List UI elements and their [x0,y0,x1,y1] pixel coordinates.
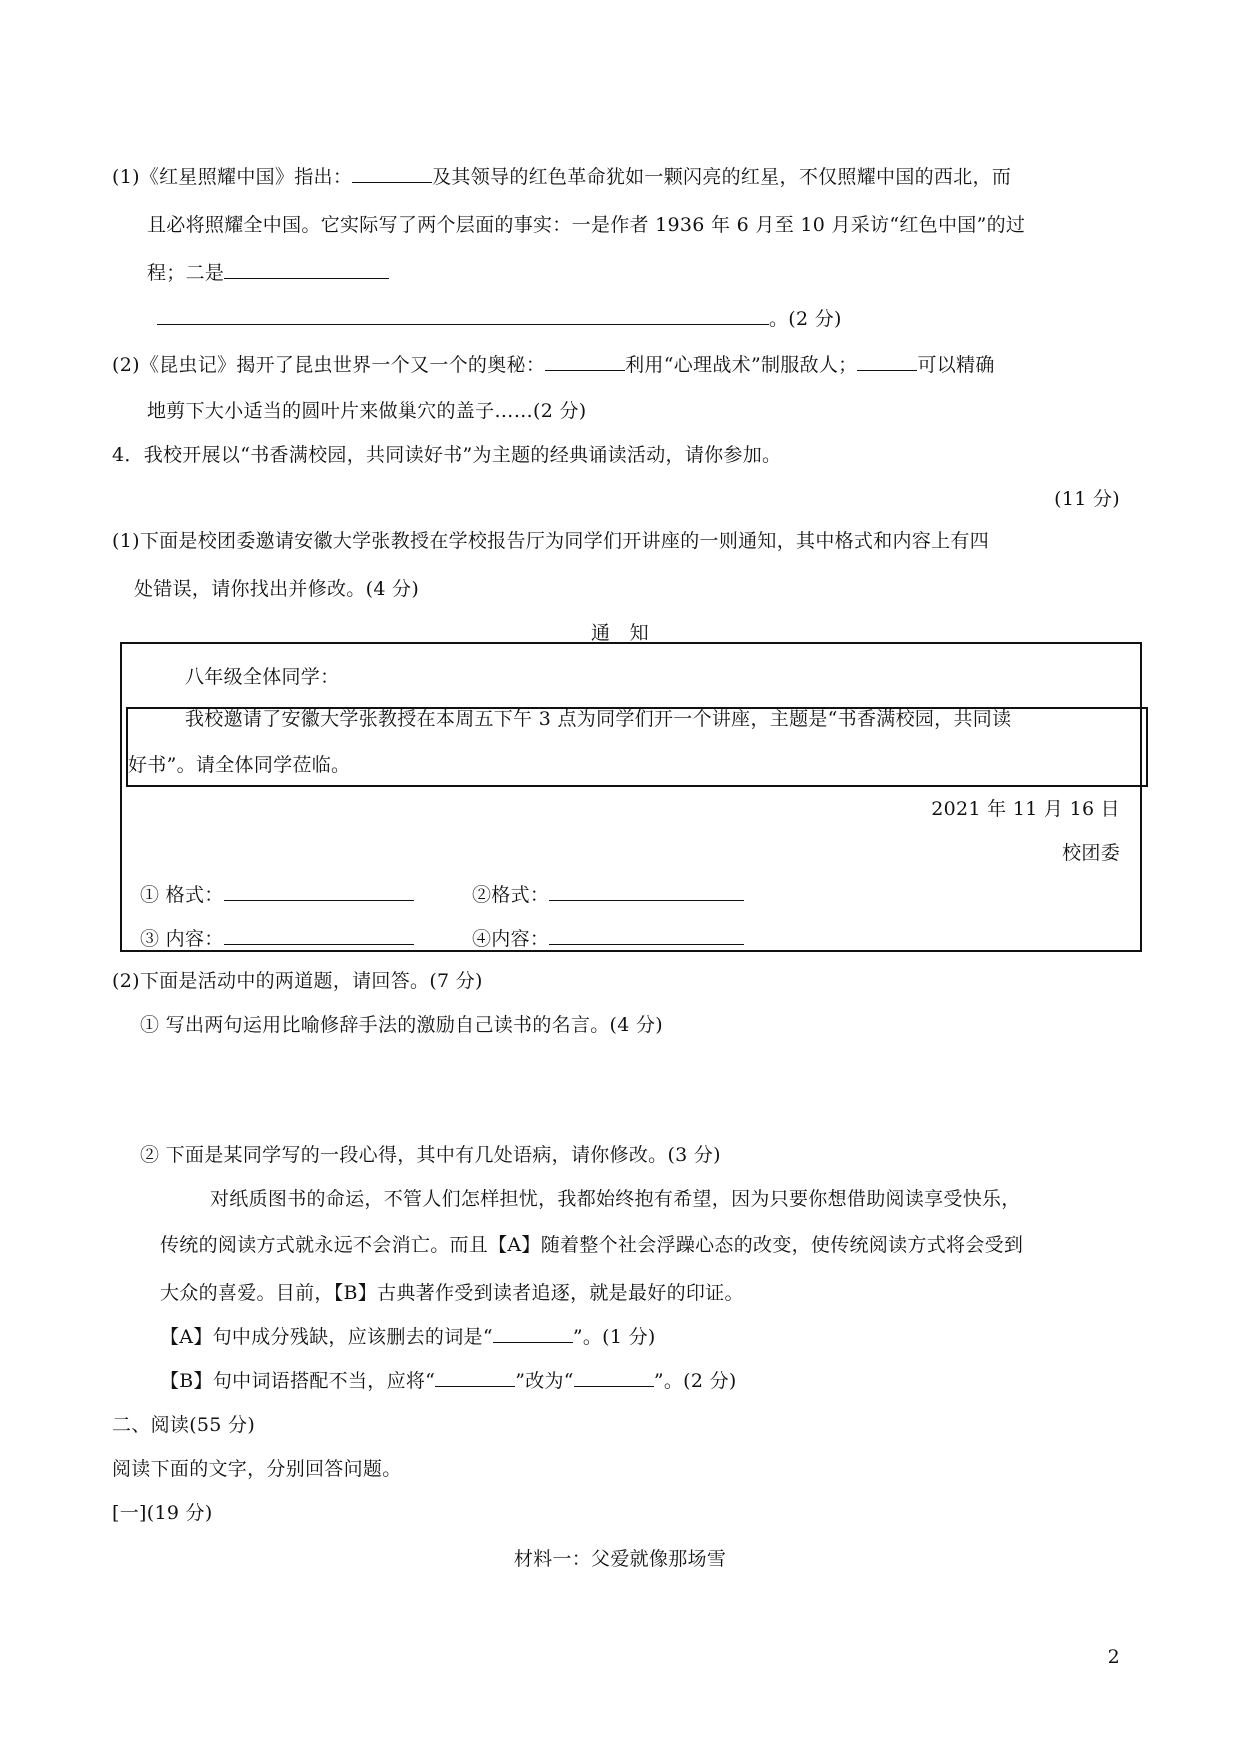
answer-blank[interactable] [549,926,744,945]
q3-1-line2: 且必将照耀全中国。它实际写了两个层面的事实：一是作者 1936 年 6 月至 10 月采访“红色中国”的过 [147,214,1026,236]
q4-score: (11 分) [1054,488,1120,510]
q4-p1-line2: 处错误，请你找出并修改。(4 分) [134,578,420,600]
answer-blank[interactable] [224,260,389,279]
question-b-mid: ”改为“ [515,1370,574,1392]
q3-1-line1-end: 及其领导的红色革命犹如一颗闪亮的红星，不仅照耀中国的西北，而 [432,166,1012,188]
question-a-text: 【A】句中成分残缺，应该删去的词是“ [160,1326,493,1348]
answer-blank[interactable] [224,882,414,901]
q4-p2-2: ② 下面是某同学写的一段心得，其中有几处语病，请你修改。(3 分) [140,1144,721,1166]
question-a-end: ”。(1 分) [572,1326,656,1348]
notice-body-line2: 好书”。请全体同学莅临。 [128,754,351,776]
q3-2-text-b: 利用“心理战术”制服敌人； [625,354,858,376]
passage-line3: 大众的喜爱。目前，【B】古典著作受到读者追逐，就是最好的印证。 [160,1282,744,1304]
section2-instruction: 阅读下面的文字，分别回答问题。 [112,1458,402,1480]
answer-content-4-label: ④内容： [472,928,550,950]
q3-2-text-a: (2)《昆虫记》揭开了昆虫世界一个又一个的奥秘： [112,354,546,376]
answer-blank[interactable] [435,1368,515,1387]
question-a [160,1324,656,1350]
notice-signer: 校团委 [1062,842,1120,864]
answer-content-4 [472,926,744,952]
q4-p2-1: ① 写出两句运用比喻修辞手法的激励自己读书的名言。(4 分) [140,1014,663,1036]
answer-content-3 [140,926,414,952]
q3-1-line4 [157,306,842,332]
page-number: 2 [1107,1646,1120,1668]
question-b-text: 【B】句中词语搭配不当，应将“ [160,1370,436,1392]
answer-blank[interactable] [574,1368,654,1387]
answer-format-1 [140,882,414,908]
question-b [160,1368,737,1394]
answer-blank[interactable] [493,1324,573,1343]
notice-salutation: 八年级全体同学： [185,666,340,688]
answer-format-2-label: ②格式： [472,884,550,906]
answer-format-2 [472,882,744,908]
answer-blank[interactable] [224,926,414,945]
q3-2-line2: 地剪下大小适当的圆叶片来做巢穴的盖子……(2 分) [147,400,587,422]
q3-1-line1 [112,164,1011,190]
passage-line2: 传统的阅读方式就永远不会消亡。而且【A】随着整个社会浮躁心态的改变，使传统阅读方式将会受到 [160,1234,1024,1256]
notice-date: 2021 年 11 月 16 日 [931,798,1120,820]
answer-blank[interactable] [549,882,744,901]
q3-1-line3-text: 程；二是 [147,262,225,284]
passage-line1: 对纸质图书的命运，不管人们怎样担忧，我都始终抱有希望，因为只要你想借助阅读享受快乐， [210,1188,1021,1210]
answer-format-1-label: ① 格式： [140,884,224,906]
notice-body-line1: 我校邀请了安徽大学张教授在本周五下午 3 点为同学们开一个讲座，主题是“书香满校园，共同读 [185,708,1012,730]
q3-1-line3 [147,260,389,286]
notice-heading: 通 知 [591,622,649,644]
q3-1-line4-text: 。(2 分) [769,308,842,330]
q4-p1-line1: (1)下面是校团委邀请安徽大学张教授在学校报告厅为同学们开讲座的一则通知，其中格式和内容上有四 [112,530,990,552]
answer-blank[interactable] [352,164,432,183]
material-title: 材料一：父爱就像那场雪 [513,1548,727,1570]
section2-part: [一](19 分) [112,1502,213,1524]
answer-content-3-label: ③ 内容： [140,928,224,950]
q4-p2: (2)下面是活动中的两道题，请回答。(7 分) [112,970,483,992]
q3-2-text-c: 可以精确 [917,354,995,376]
q3-1-line1-start: (1)《红星照耀中国》指出： [112,166,353,188]
q3-2-line1 [112,352,995,378]
answer-blank[interactable] [157,306,769,325]
section2-title: 二、阅读(55 分) [112,1414,256,1436]
q4-title: 4．我校开展以“书香满校园，共同读好书”为主题的经典诵读活动，请你参加。 [112,444,782,466]
answer-blank[interactable] [857,352,917,371]
question-b-end: ”。(2 分) [653,1370,737,1392]
answer-blank[interactable] [545,352,625,371]
